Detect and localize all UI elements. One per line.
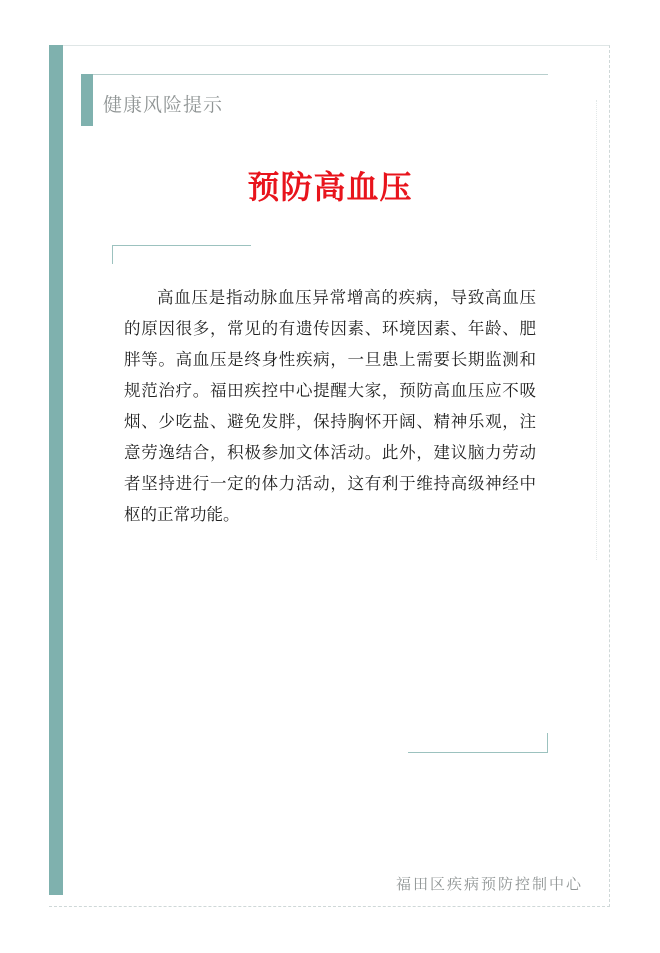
category-underline — [93, 74, 548, 75]
article-body: 高血压是指动脉血压异常增高的疾病，导致高血压的原因很多，常见的有遗传因素、环境因素、年龄、肥胖等。高血压是终身性疾病，一旦患上需要长期监测和规范治疗。福田疾控中心提醒大家，预防高血压应不吸烟、少吃盐、避免发胖，保持胸怀开阔、精神乐观，注意劳逸结合，积极参加文体活动。此外，建议脑力劳动者坚持进行一定的体力活动，这有利于维持高级神经中枢的正常功能。 — [124, 288, 536, 524]
corner-bracket-top-left — [112, 245, 251, 264]
footer-organization: 福田区疾病预防控制中心 — [396, 875, 584, 893]
corner-bracket-bottom-right — [408, 733, 548, 753]
category-label: 健康风险提示 — [103, 94, 224, 116]
article-title: 预防高血压 — [247, 168, 413, 206]
category-accent-bar — [81, 74, 93, 126]
